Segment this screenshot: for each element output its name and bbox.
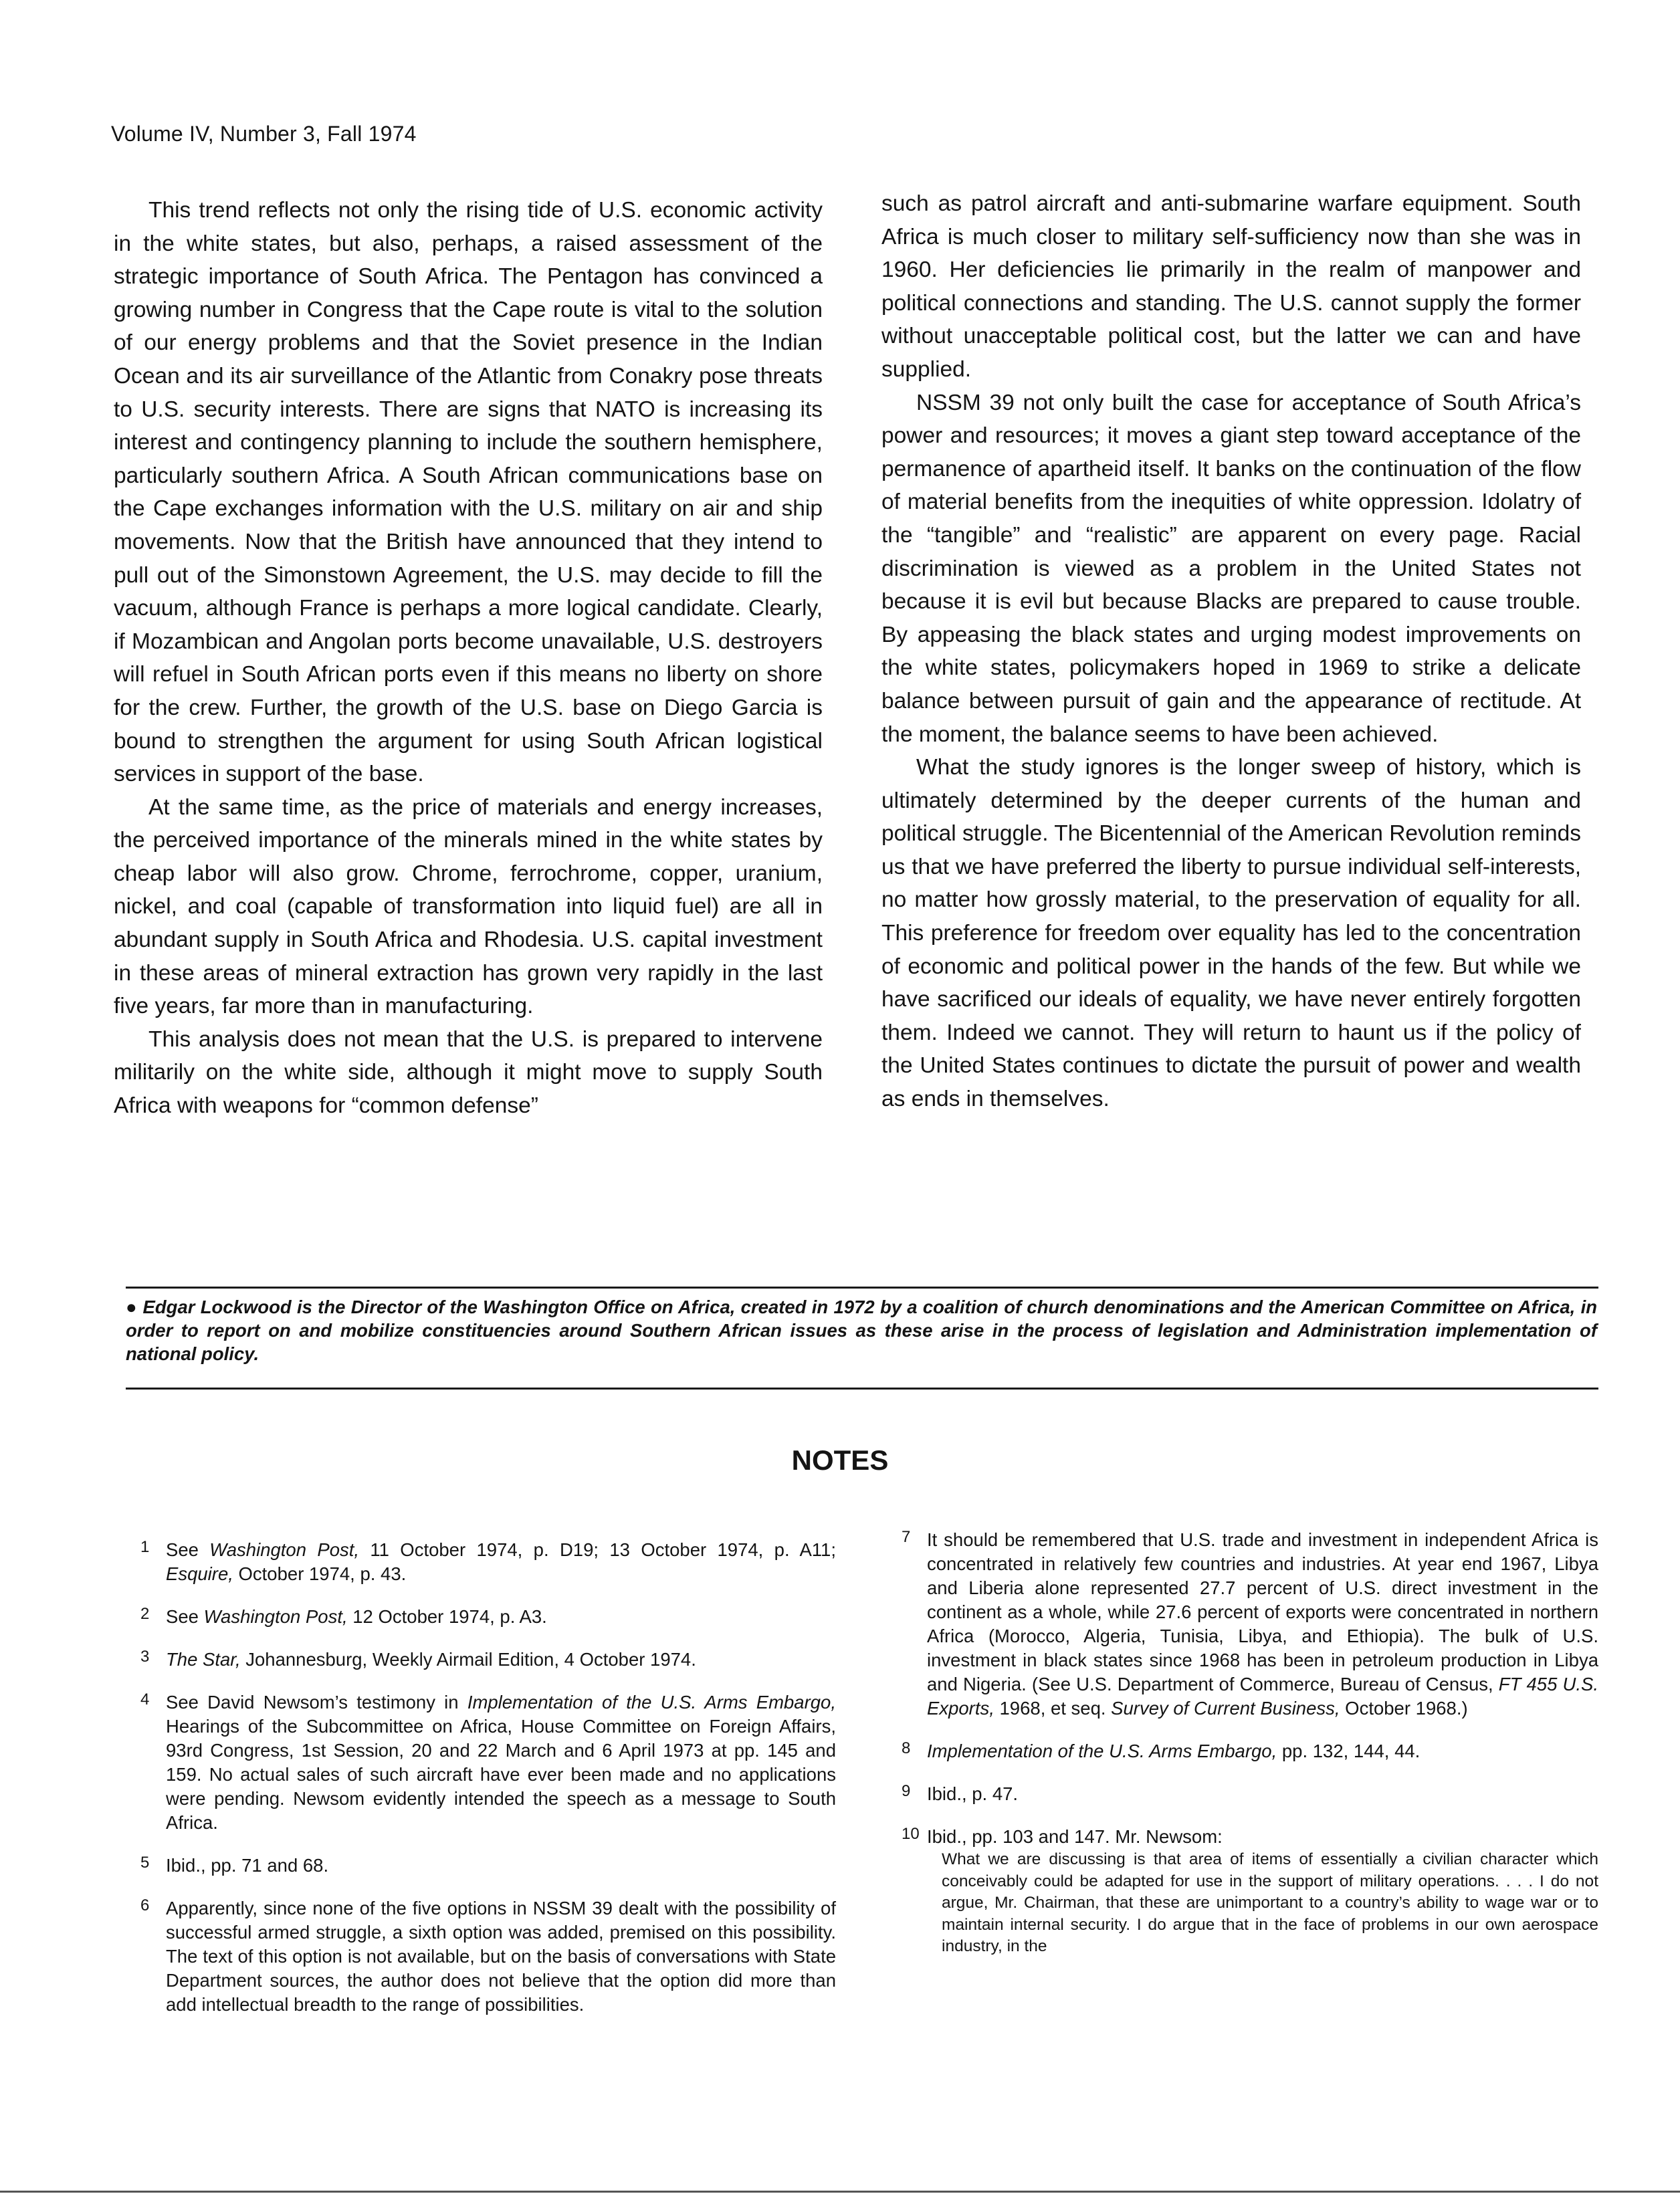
footnote-text: See <box>166 1606 204 1627</box>
footnote-text: Johannesburg, Weekly Airmail Edition, 4 October 1974. <box>240 1649 696 1670</box>
footnote-2 <box>140 1605 836 1629</box>
footnote-text: 1968, et seq. <box>994 1698 1112 1719</box>
footnote-text: Ibid., p. 47. <box>927 1783 1019 1804</box>
footnote-text: 12 October 1974, p. A3. <box>347 1606 547 1627</box>
footnote-text: It should be remembered that U.S. trade and investment in independent Africa is concentrated in relatively few countries and industries. At year end 1967, Libya and Liberia alone represented 27.7 percent of U.S. direct investment in the continent as a whole, while 27.6 percent of exports were concentrated in northern Africa (Morocco, Algeria, Tunisia, Libya, and Ethiopia). The bulk of U.S. investment in black states since 1968 has been in petroleum production in Libya and Nigeria. (See U.S. Department of Commerce, Bureau of Census, <box>927 1529 1598 1694</box>
footnote-8 <box>902 1739 1598 1763</box>
footnote-number: 9 <box>902 1782 911 1800</box>
footnote-citation: Washington Post, <box>203 1606 348 1627</box>
bullet-icon: ● <box>126 1297 138 1317</box>
footnote-number: 6 <box>140 1896 150 1914</box>
footnote-text: Hearings of the Subcommittee on Africa, House Committee on Foreign Affairs, 93rd Congress, 1st Session, 20 and 22 March and 6 April 1973 at pp. 145 and 159. No actual sales of such aircraft have ever been made and no applications were pending. Newsom evidently intended the speech as a message to South Africa. <box>166 1716 836 1833</box>
divider-rule <box>126 1287 1598 1289</box>
footnote-number: 4 <box>140 1690 150 1709</box>
footnote-citation: FT 455 U.S. Exports, <box>927 1674 1598 1719</box>
footnote-text: See David Newsom’s testimony in <box>166 1692 467 1713</box>
footnote-text: Ibid., pp. 103 and 147. Mr. Newsom: <box>927 1826 1223 1847</box>
footnote-citation: Implementation of the U.S. Arms Embargo, <box>927 1741 1277 1761</box>
footnote-6 <box>140 1896 836 2017</box>
footnote-text: October 1968.) <box>1340 1698 1468 1719</box>
left-column <box>114 194 823 1123</box>
footnote-citation: Esquire, <box>166 1563 233 1584</box>
footnote-9 <box>902 1782 1598 1806</box>
footnote-number: 10 <box>902 1825 920 1843</box>
footnote-number: 1 <box>140 1538 150 1556</box>
footnote-quote: What we are discussing is that area of items of essentially a civilian character which conceivably could be adapted for use in the support of military operations. . . . I do not argue, Mr. Chairman, that these are unimportant to a country’s ability to wage war or to maintain internal security. I do argue that in the face of problems in our own aerospace industry, in the <box>942 1850 1598 1955</box>
paragraph: What the study ignores is the longer sweep of history, which is ultimately determined by the deeper currents of the human and political struggle. The Bicentennial of the American Revolution reminds us that we have preferred the liberty to pursue individual self-interests, no matter how grossly material, to the preservation of equality for all. This preference for freedom over equality has led to the concentration of economic and political power in the hands of the few. But while we have sacrificed our ideals of equality, we have never entirely forgotten them. Indeed we cannot. They will return to haunt us if the policy of the United States continues to dictate the pursuit of power and wealth as ends in themselves. <box>881 755 1581 1112</box>
footnote-number: 8 <box>902 1739 911 1757</box>
right-column <box>881 187 1581 1116</box>
paragraph: This trend reflects not only the rising tide of U.S. economic activity in the white states, but also, perhaps, a raised assessment of the strategic importance of South Africa. The Pentagon has convinced a growing number in Congress that the Cape route is vital to the solution of our energy problems and that the Soviet presence in the Indian Ocean and its air surveillance of the Atlantic from Conakry pose threats to U.S. security interests. There are signs that NATO is increasing its interest and contingency planning to include the southern hemisphere, particularly southern Africa. A South African communications base on the Cape exchanges information with the U.S. military on air and ship movements. Now that the British have announced that they intend to pull out of the Simonstown Agreement, the U.S. may decide to fill the vacuum, although France is perhaps a more logical candidate. Clearly, if Mozambican and Angolan ports become unavailable, U.S. destroyers will refuel in South African ports even if this means no liberty on shore for the crew. Further, the growth of the U.S. base on Diego Garcia is bound to strengthen the argument for using South African logistical services in support of the base. <box>114 198 823 787</box>
notes-heading: NOTES <box>791 1444 889 1476</box>
footnote-4 <box>140 1690 836 1835</box>
author-bio <box>126 1295 1597 1365</box>
footnote-number: 7 <box>902 1528 911 1546</box>
footnote-text: Apparently, since none of the five options in NSSM 39 dealt with the possibility of successful armed struggle, a sixth option was added, premised on this possibility. The text of this option is not available, but on the basis of conversations with State Department sources, the author does not believe that the option did more than add intellectual breadth to the range of possibilities. <box>166 1898 836 2015</box>
footnote-text: October 1974, p. 43. <box>233 1563 407 1584</box>
page-bottom-rule <box>0 2191 1680 2193</box>
author-bio-text: Edgar Lockwood is the Director of the Washington Office on Africa, created in 1972 by a coalition of church denominations and the American Committee on Africa, in order to report on and mobilize constituencies around Southern African issues as these arise in the process of legislation and Administration implementation of national policy. <box>126 1297 1598 1364</box>
footnote-text: See <box>166 1539 210 1560</box>
footnote-1 <box>140 1538 836 1586</box>
issue-header: Volume IV, Number 3, Fall 1974 <box>111 122 417 146</box>
footnote-citation: Survey of Current Business, <box>1111 1698 1340 1719</box>
footnote-text: 11 October 1974, p. D19; 13 October 1974, p. A11; <box>359 1539 836 1560</box>
footnote-7 <box>902 1528 1598 1721</box>
footnote-10 <box>902 1825 1598 1958</box>
divider-rule <box>126 1388 1598 1390</box>
paragraph: This analysis does not mean that the U.S. is prepared to intervene militarily on the white side, although it might move to supply South Africa with weapons for “common defense” <box>114 1026 823 1119</box>
notes-left-column <box>140 1538 836 2035</box>
footnote-number: 3 <box>140 1648 150 1666</box>
paragraph: such as patrol aircraft and anti-submarine warfare equipment. South Africa is much closer to military self-sufficiency now than she was in 1960. Her deficiencies lie primarily in the realm of manpower and political connections and standing. The U.S. cannot supply the former without unacceptable political cost, but the latter we can and have supplied. <box>881 191 1581 382</box>
footnote-3 <box>140 1648 836 1672</box>
footnote-5 <box>140 1854 836 1878</box>
footnote-text: Ibid., pp. 71 and 68. <box>166 1855 329 1876</box>
footnote-citation: The Star, <box>166 1649 241 1670</box>
footnote-number: 2 <box>140 1605 150 1623</box>
paragraph: At the same time, as the price of materials and energy increases, the perceived importance of the minerals mined in the white states by cheap labor will also grow. Chrome, ferrochrome, copper, uranium, nickel, and coal (capable of transformation into liquid fuel) are all in abundant supply in South Africa and Rhodesia. U.S. capital investment in these areas of mineral extraction has grown very rapidly in the last five years, far more than in manufacturing. <box>114 794 823 1019</box>
notes-right-column <box>902 1528 1598 1977</box>
footnote-number: 5 <box>140 1854 150 1872</box>
paragraph: NSSM 39 not only built the case for acceptance of South Africa’s power and resources; it moves a giant step toward acceptance of the permanence of apartheid itself. It banks on the continuation of the flow of material benefits from the inequities of white oppression. Idolatry of the “tangible” and “realistic” are apparent on every page. Racial discrimination is viewed as a problem in the United States not because it is evil but because Blacks are prepared to cause trouble. By appeasing the black states and urging modest improvements on the white states, policymakers hoped in 1969 to strike a delicate balance between pursuit of gain and the appearance of rectitude. At the moment, the balance seems to have been achieved. <box>881 390 1581 747</box>
footnote-citation: Implementation of the U.S. Arms Embargo, <box>467 1692 836 1713</box>
footnote-citation: Washington Post, <box>209 1539 360 1560</box>
footnote-text: pp. 132, 144, 44. <box>1277 1741 1421 1761</box>
